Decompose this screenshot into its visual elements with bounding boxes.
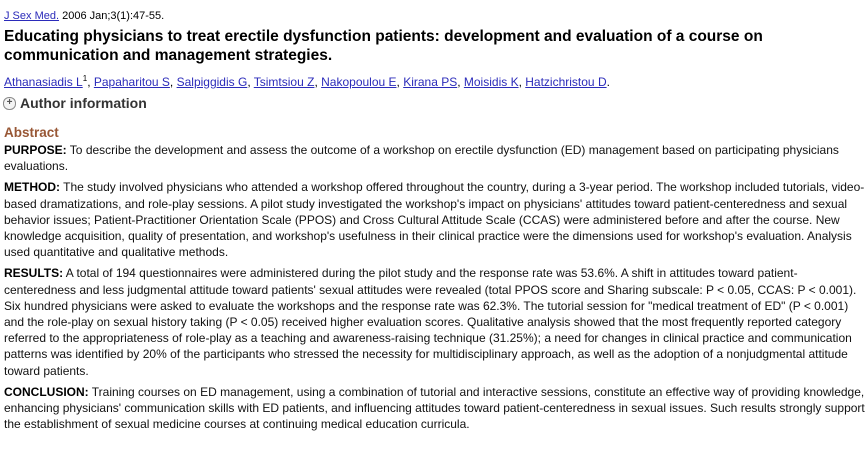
section-label: METHOD: <box>4 180 60 195</box>
author-information-toggle[interactable] <box>3 95 147 111</box>
author-link[interactable]: Moisidis K <box>463 75 519 89</box>
section-label: CONCLUSION: <box>4 384 89 399</box>
author-link[interactable]: Athanasiadis L <box>4 75 83 89</box>
journal-link[interactable]: J Sex Med. <box>4 10 60 22</box>
section-label: PURPOSE: <box>4 143 67 157</box>
author-link[interactable]: Kirana PS <box>403 75 458 89</box>
citation-details: 2006 Jan;3(1):47-55. <box>59 10 165 22</box>
abstract-heading: Abstract <box>4 125 59 140</box>
author-link[interactable]: Hatzichristou D <box>525 75 607 89</box>
author-link[interactable]: Nakopoulou E <box>321 75 397 89</box>
author-information-label: Author information <box>20 95 147 111</box>
abstract-section-conclusion <box>4 384 868 433</box>
section-text: To describe the development and assess the outcome of a workshop on erectile dysfunction (ED) management based on participating physicians evaluations. <box>4 143 839 174</box>
abstract-body <box>4 142 868 437</box>
author-affiliation-marker: 1 <box>82 74 88 83</box>
author-link[interactable]: Tsimtsiou Z <box>253 75 315 89</box>
author-link[interactable]: Papaharitou S <box>93 75 170 89</box>
article-title: Educating physicians to treat erectile dysfunction patients: development and evaluation of a course on communication and management strategies. <box>4 28 763 64</box>
author-list: Athanasiadis $L^1$, Papaharitou S, Salpiggidis G, Tsimtsiou Z, Nakopoulou E, Kirana PS, Moisidis K, Hatzichristou D. <box>4 74 610 89</box>
plus-expand-icon[interactable]: + <box>3 97 16 110</box>
section-text: A total of 194 questionnaires were administered during the pilot study and the response rate was 53.6%. A shift in attitudes toward patient-centeredness and less judgmental attitude toward patients' sexual attitudes were revealed (total PPOS score and Sharing subscale: P < 0.05, CCAS: P < 0.001). Six hundred physicians were asked to evaluate the workshops and the response rate was 62.3%. The tutorial session for "medical treatment of ED" (P < 0.001) and the role-play on sexual history taking (P < 0.05) received higher evaluation scores. Qualitative analysis showed that the most frequently reported category referred to the appropriateness of role-play as a teaching and awareness-raising technique (31.25%); a need for changes in clinical practice and communication patterns was identified by 20% of the participants who stressed the necessity for multidisciplinary approach, as well as the adoption of a nonjudgmental attitude toward patients. <box>4 266 857 378</box>
abstract-section-method <box>4 179 868 260</box>
author-link[interactable]: Salpiggidis G <box>176 75 248 89</box>
abstract-section-results <box>4 265 868 378</box>
section-text: Training courses on ED management, using a combination of tutorial and interactive sessions, constitute an effective way of providing knowledge, enhancing physicians' communication skills with ED patients, and influencing attitudes toward patient-centeredness in sexual issues. Such results strongly support the establishment of sexual medicine courses at continuing medical education curricula. <box>4 384 865 432</box>
section-label: RESULTS: <box>4 266 64 281</box>
abstract-section-purpose <box>4 142 868 174</box>
citation <box>4 9 164 23</box>
section-text: The study involved physicians who attended a workshop offered throughout the country, during a 3-year period. The workshop included tutorials, video-based dramatizations, and role-play sessions. A pilot study investigated the workshop's impact on physicians' attitudes toward patient-centeredness and sexual behavior issues; Patient-Practitioner Orientation Scale (PPOS) and Cross Cultural Attitude Scale (CCAS) were administered before and after the course. New knowledge acquisition, quality of presentation, and workshop's usefulness in their clinical practice were the dimensions used for workshop's evaluation. Analysis used quantitative and qualitative methods. <box>4 180 865 260</box>
